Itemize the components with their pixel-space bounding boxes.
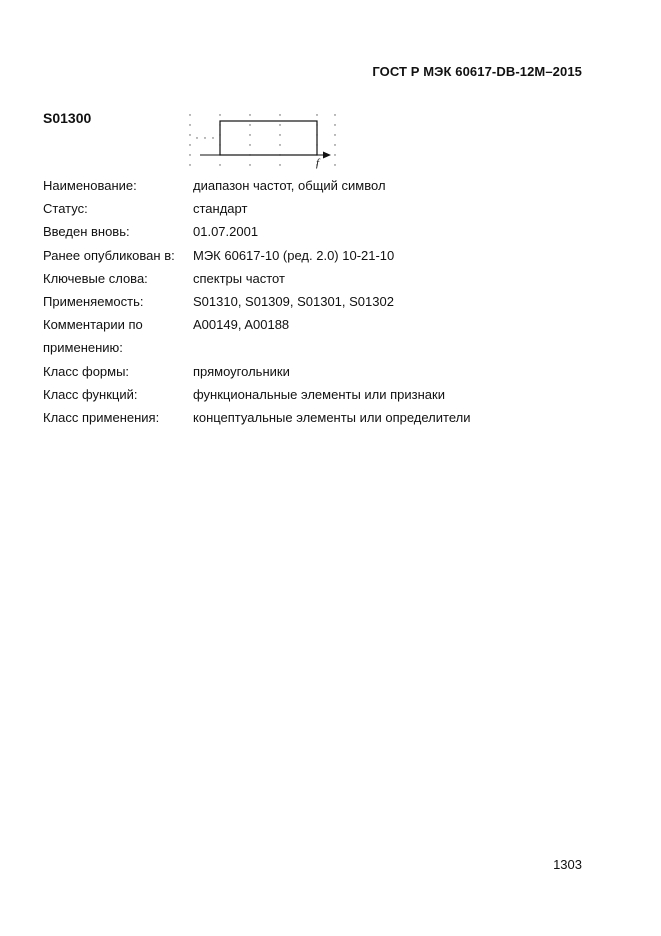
- grid-dot: [249, 164, 250, 165]
- attribute-row: [43, 360, 513, 383]
- attribute-label: Наименование:: [43, 178, 137, 193]
- attribute-row: [43, 290, 513, 313]
- attribute-value: диапазон частот, общий символ: [193, 178, 386, 193]
- attribute-label: Класс применения:: [43, 410, 160, 426]
- grid-dot: [334, 124, 335, 125]
- grid-dot: [249, 114, 250, 115]
- attribute-row: [43, 406, 513, 429]
- grid-dot: [334, 144, 335, 145]
- attribute-row: [43, 267, 513, 290]
- band-rectangle: [220, 121, 317, 155]
- axis-arrowhead: [323, 152, 331, 159]
- grid-dot: [316, 114, 317, 115]
- attribute-label: Класс формы:: [43, 363, 130, 379]
- grid-dot: [334, 114, 335, 115]
- attribute-value: концептуальные элементы или определители: [193, 410, 471, 426]
- grid-dot: [219, 164, 220, 165]
- grid-dot: [279, 164, 280, 165]
- grid-dot: [279, 124, 280, 125]
- attribute-list: [43, 174, 513, 429]
- attribute-row: [43, 313, 513, 336]
- grid-dot: [249, 144, 250, 145]
- grid-dot: [334, 154, 335, 155]
- attribute-row: [43, 244, 513, 267]
- grid-dot: [196, 137, 197, 138]
- attribute-value: прямоугольники: [193, 363, 290, 379]
- attribute-label: Ключевые слова:: [43, 270, 148, 286]
- attribute-value: МЭК 60617-10 (ред. 2.0) 10-21-10: [193, 247, 395, 263]
- document-header: ГОСТ Р МЭК 60617-DB-12M–2015: [372, 64, 582, 79]
- grid-dot: [334, 164, 335, 165]
- attribute-label: Комментарии по: [43, 317, 143, 333]
- grid-dot: [189, 114, 190, 115]
- grid-dot: [189, 134, 190, 135]
- grid-dot: [249, 134, 250, 135]
- attribute-label: Статус:: [43, 201, 88, 217]
- attribute-value: стандарт: [193, 201, 248, 217]
- grid-dot: [219, 114, 220, 115]
- grid-dot: [189, 144, 190, 145]
- frequency-band-symbol: [185, 110, 340, 170]
- attribute-label: Применяемость:: [43, 294, 144, 310]
- page-number: 1303: [553, 857, 582, 872]
- attribute-value: A00149, A00188: [193, 317, 290, 333]
- axis-label: f: [316, 157, 320, 169]
- grid-dot: [189, 124, 190, 125]
- attribute-value: спектры частот: [193, 270, 285, 286]
- grid-dot: [189, 164, 190, 165]
- grid-dot: [279, 134, 280, 135]
- attribute-row: [43, 336, 513, 359]
- attribute-row: [43, 383, 513, 406]
- attribute-label: Введен вновь:: [43, 224, 130, 240]
- grid-dot: [189, 154, 190, 155]
- grid-dot: [334, 134, 335, 135]
- attribute-value: [193, 336, 513, 359]
- grid-dot: [212, 137, 213, 138]
- attribute-row: [43, 174, 513, 197]
- grid-dot: [279, 114, 280, 115]
- grid-dot: [249, 124, 250, 125]
- attribute-row: [43, 197, 513, 220]
- attribute-value: 01.07.2001: [193, 224, 259, 240]
- grid-dot: [279, 144, 280, 145]
- attribute-value: S01310, S01309, S01301, S01302: [193, 294, 394, 310]
- grid-dots: [189, 114, 335, 165]
- attribute-label: Класс функций:: [43, 386, 138, 402]
- attribute-label: применению:: [43, 340, 123, 356]
- grid-dot: [204, 137, 205, 138]
- symbol-code: S01300: [43, 110, 92, 126]
- attribute-label: Ранее опубликован в:: [43, 247, 175, 263]
- attribute-value: функциональные элементы или признаки: [193, 386, 445, 402]
- attribute-row: [43, 220, 513, 243]
